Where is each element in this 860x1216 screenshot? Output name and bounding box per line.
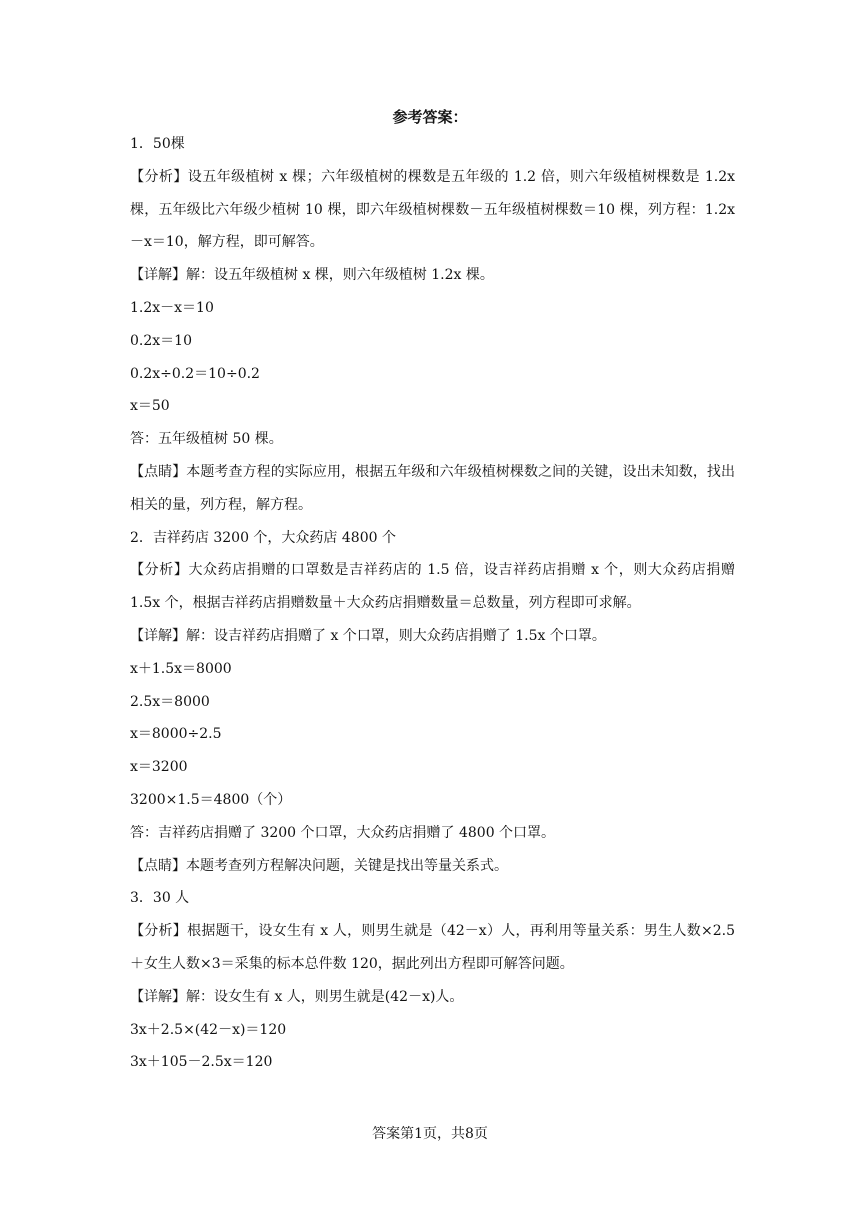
answer-1-solution-intro: 【详解】解：设五年级植树 x 棵，则六年级植树 1.2x 棵。: [130, 267, 494, 284]
answer-1-equation-step: 1.2x－x＝10: [130, 299, 214, 316]
answer-2-equation-step: x＋1.5x＝8000: [130, 660, 232, 677]
answer-1-conclusion: 答：五年级植树 50 棵。: [130, 431, 283, 448]
answer-1-analysis: 【分析】设五年级植树 x 棵；六年级植树的棵数是五年级的 1.2 倍，则六年级植树棵数是 1.2x 棵，五年级比六年级少植树 10 棵，即六年级植树棵数－五年级植树棵数＝10 棵，列方程：1.2x－x＝10，解方程，即可解答。: [130, 168, 735, 251]
answer-2-equation-step: 2.5x＝8000: [130, 693, 210, 710]
answer-3-equation-step: 3x＋105－2.5x＝120: [130, 1054, 273, 1071]
answer-2-analysis: 【分析】大众药店捐赠的口罩数是吉祥药店的 1.5 倍，设吉祥药店捐赠 x 个，则大众药店捐赠 1.5x 个，根据吉祥药店捐赠数量＋大众药店捐赠数量＝总数量，列方程即可求解。: [130, 562, 735, 612]
answer-3-equation-step: 3x＋2.5×(42－x)＝120: [130, 1021, 287, 1038]
answer-1-equation-step: 0.2x＝10: [130, 332, 192, 349]
page-title: 参考答案：: [392, 108, 468, 126]
answer-3-solution-intro: 【详解】解：设女生有 x 人，则男生就是(42－x)人。: [130, 988, 464, 1005]
answer-1-result: 1．50棵: [130, 136, 185, 152]
answer-2-solution-intro: 【详解】解：设吉祥药店捐赠了 x 个口罩，则大众药店捐赠了 1.5x 个口罩。: [130, 627, 606, 644]
answer-2-conclusion: 答：吉祥药店捐赠了 3200 个口罩，大众药店捐赠了 4800 个口罩。: [130, 824, 556, 841]
answer-3-analysis: 【分析】根据题干，设女生有 x 人，则男生就是（42－x）人，再利用等量关系：男生人数×2.5＋女生人数×3＝采集的标本总件数 120，据此列出方程即可解答问题。: [130, 923, 735, 972]
answer-1-comment: 【点睛】本题考查方程的实际应用，根据五年级和六年级植树棵数之间的关键，设出未知数，找出相关的量，列方程，解方程。: [130, 463, 735, 513]
answer-1-equation-step: x＝50: [130, 398, 170, 415]
answer-2-equation-step: x＝3200: [130, 759, 188, 776]
answer-content: [130, 128, 735, 1079]
answer-2-equation-step: 3200×1.5＝4800（个）: [130, 791, 292, 808]
answer-2-equation-step: x＝8000÷2.5: [130, 726, 222, 743]
answer-3-result: 3．30 人: [130, 890, 190, 907]
answer-2-result: 2．吉祥药店 3200 个，大众药店 4800 个: [130, 529, 396, 546]
answer-1-equation-step: 0.2x÷0.2＝10÷0.2: [130, 365, 260, 382]
answer-2-comment: 【点睛】本题考查列方程解决问题，关键是找出等量关系式。: [130, 857, 508, 874]
page-footer: 答案第1页，共8页: [372, 1126, 488, 1142]
